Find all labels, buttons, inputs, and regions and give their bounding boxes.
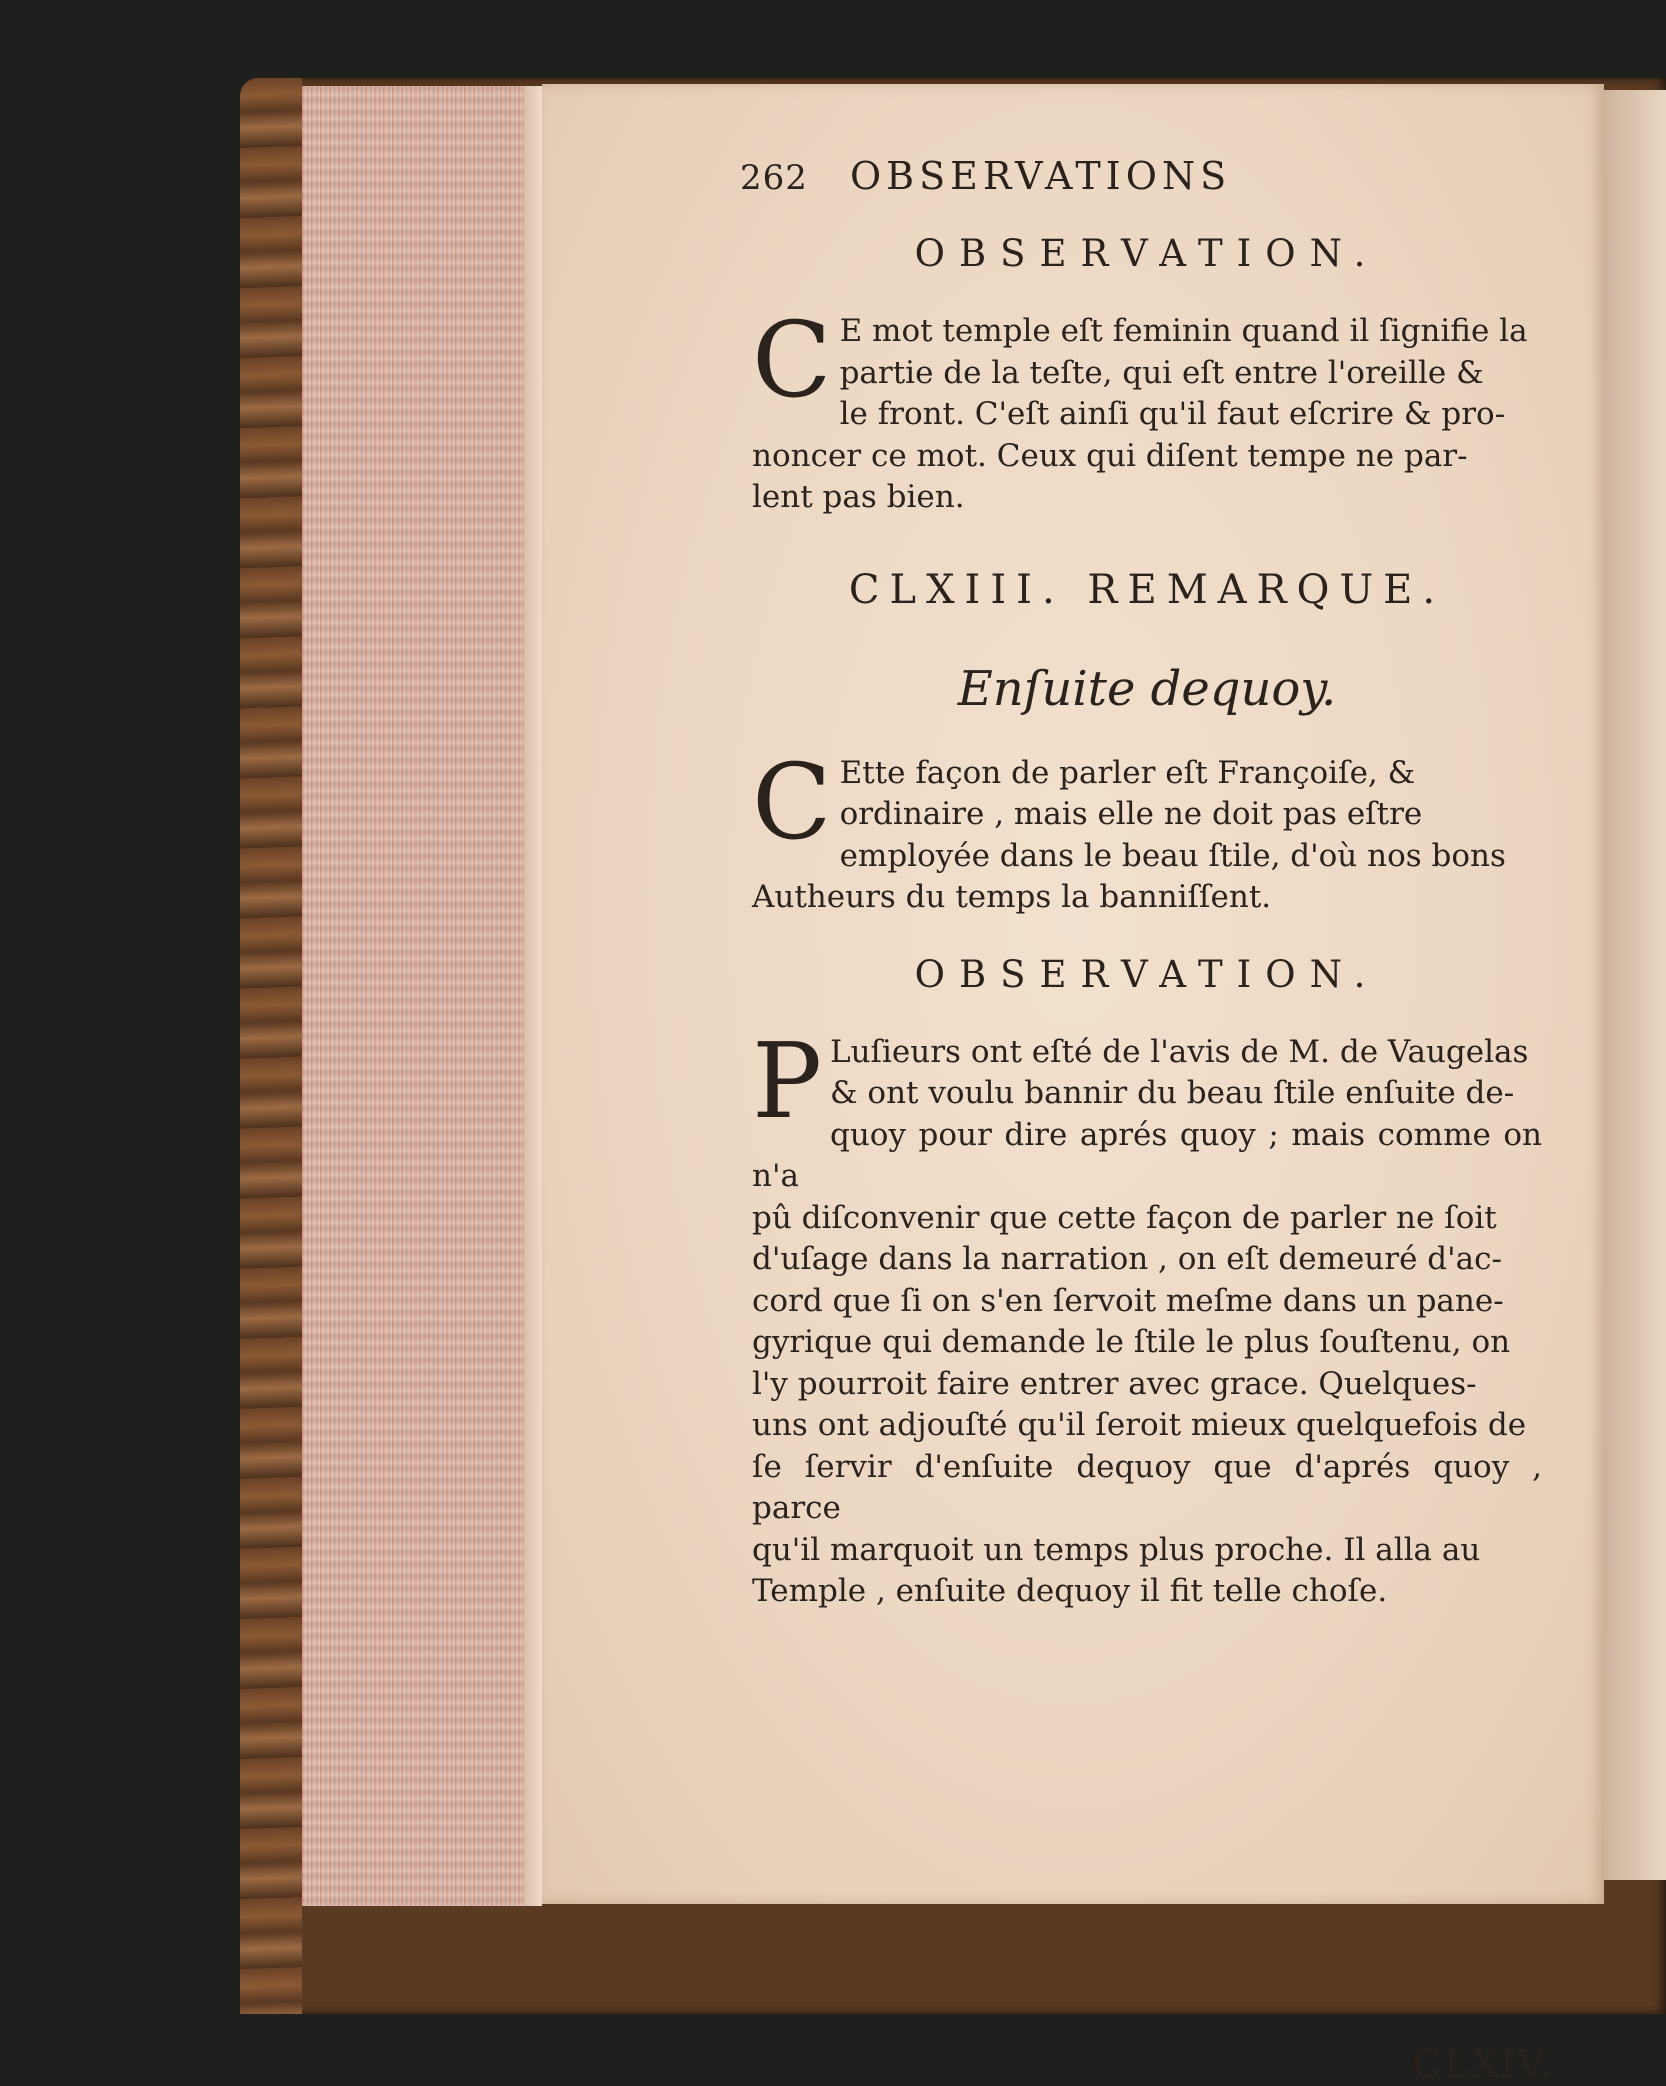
observation-paragraph-1 bbox=[752, 299, 1542, 519]
remark-heading: CLXIII. REMARQUE. bbox=[848, 566, 1446, 613]
text-line: partie de la teſte, qui eſt entre l'oreille & bbox=[839, 354, 1484, 391]
text-line: employée dans le beau ſtile, d'où nos bons bbox=[839, 837, 1506, 874]
text-line: ordinaire , mais elle ne doit pas eſtre bbox=[839, 796, 1423, 832]
text-line: gyrique qui demande le ſtile le plus ſouſtenu, on bbox=[752, 1324, 1511, 1360]
text-line: & ont voulu bannir du beau ſtile enſuite de- bbox=[829, 1075, 1515, 1111]
running-head bbox=[740, 154, 1542, 198]
remark-subject: Enſuite dequoy. bbox=[957, 660, 1337, 717]
text-line: le front. C'eſt ainſi qu'il faut eſcrire & pro- bbox=[839, 396, 1506, 432]
text-line: lent pas bien. bbox=[752, 479, 965, 515]
facing-page-edge bbox=[1604, 90, 1666, 1880]
text-line: ſe ſervir d'enſuite dequoy que d'aprés quoy , parce bbox=[752, 1448, 1542, 1526]
text-line: E mot temple eſt feminin quand il ſignifie la bbox=[839, 313, 1528, 349]
observation-heading-2: OBSERVATION. bbox=[914, 952, 1380, 996]
text-line: l'y pourroit faire entrer avec grace. Quelques- bbox=[752, 1365, 1477, 1402]
running-title: OBSERVATIONS bbox=[850, 154, 1232, 198]
catchword-wrap bbox=[1413, 2042, 1554, 2086]
page-number: 262 bbox=[740, 158, 808, 198]
page-content bbox=[740, 154, 1542, 1613]
observation-paragraph-2 bbox=[752, 1019, 1542, 1613]
drop-cap: C bbox=[752, 299, 832, 421]
text-line: pû diſconvenir que cette façon de parler ne ſoit bbox=[752, 1199, 1497, 1236]
text-line: noncer ce mot. Ceux qui diſent tempe ne par- bbox=[752, 437, 1468, 474]
text-line: Autheurs du temps la banniſſent. bbox=[752, 879, 1272, 915]
book-spine bbox=[240, 78, 302, 2014]
book-page bbox=[542, 84, 1604, 2086]
catchword: CLXIV. bbox=[1412, 2042, 1554, 2086]
drop-cap: C bbox=[752, 740, 832, 863]
text-line: quoy pour dire aprés quoy ; mais comme on n'a bbox=[752, 1116, 1542, 1194]
text-line: d'uſage dans la narration , on eſt demeuré d'ac- bbox=[752, 1241, 1502, 1277]
text-line: uns ont adjouſté qu'il ſeroit mieux quelquefois de bbox=[752, 1407, 1527, 1443]
text-line: Ette façon de parler eſt Françoiſe, & bbox=[839, 754, 1416, 791]
page-edges bbox=[302, 86, 542, 1906]
observation-heading-1: OBSERVATION. bbox=[914, 232, 1380, 275]
drop-cap: P bbox=[752, 1019, 822, 1142]
text-line: Luſieurs ont eſté de l'avis de M. de Vaugelas bbox=[829, 1033, 1529, 1070]
text-line: qu'il marquoit un temps plus proche. Il alla au bbox=[752, 1531, 1481, 1568]
text-line: cord que ſi on s'en ſervoit meſme dans un pane- bbox=[752, 1282, 1504, 1319]
remark-paragraph bbox=[752, 740, 1542, 919]
text-line: Temple , enſuite dequoy il fit telle choſe. bbox=[752, 1573, 1388, 1609]
